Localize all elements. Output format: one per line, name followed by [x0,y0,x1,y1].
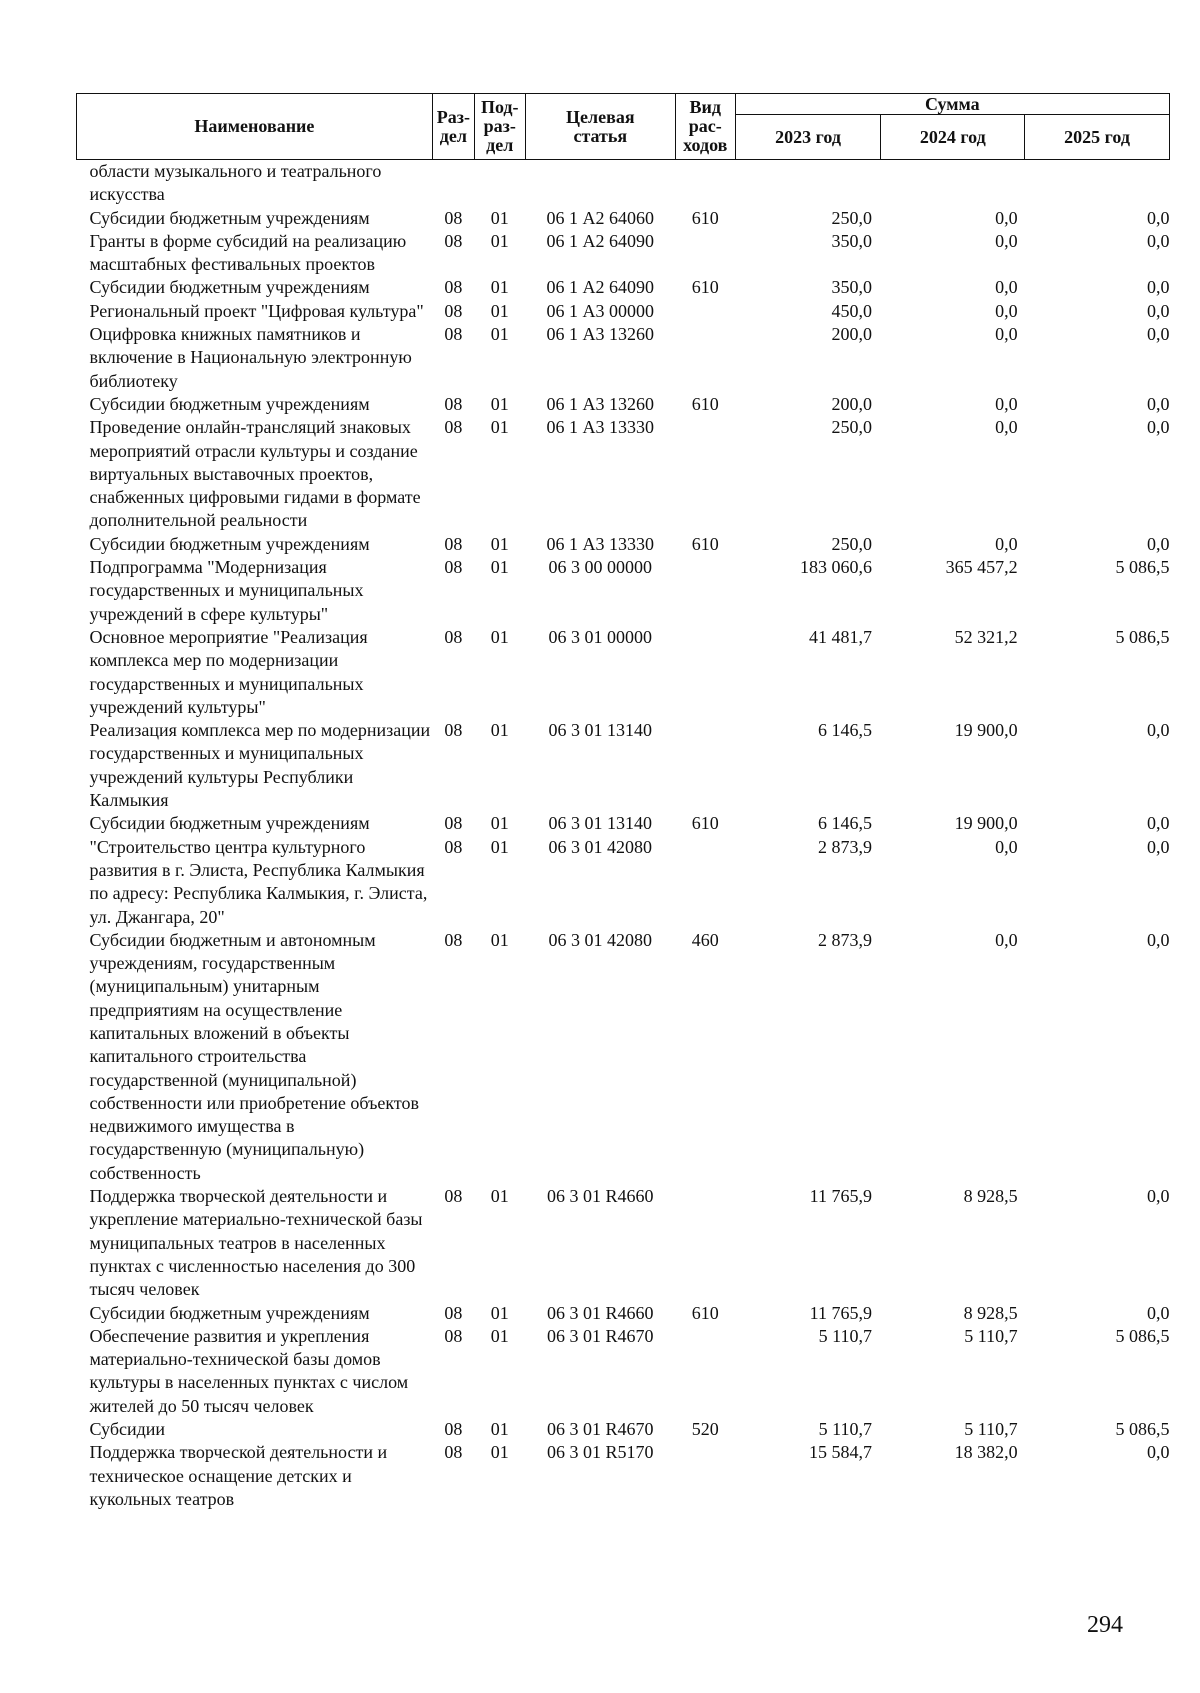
table-row [77,300,1170,323]
row-name: Гранты в форме субсидий на реализацию масштабных фестивальных проектов [89,230,407,275]
table-row [77,719,1170,812]
row-sum-2023: 250,0 [831,417,872,438]
row-sum-2023: 41 481,7 [808,626,872,647]
row-target-article: 06 3 01 R4660 [547,1186,654,1207]
row-sum-2025: 0,0 [1147,1302,1170,1323]
row-sum-2024: 0,0 [995,300,1018,321]
row-razdel: 08 [444,626,463,647]
row-razdel: 08 [444,1325,463,1346]
table-row [77,836,1170,929]
row-target-article: 06 1 А2 64090 [546,277,655,298]
row-target-article: 06 3 01 13140 [548,720,653,741]
row-expense-type [675,323,735,393]
row-sum-2023: 2 873,9 [817,836,872,857]
row-sum-2023: 11 765,9 [809,1186,872,1207]
header-razdel: Раз- дел [432,94,474,160]
row-expense-type [675,1185,735,1301]
row-sum-2025: 0,0 [1147,207,1170,228]
row-sum-2025: 0,0 [1147,300,1170,321]
row-sum-2023: 200,0 [831,324,872,345]
header-year-2023: 2023 год [735,115,881,160]
row-podrazdel: 01 [490,417,509,438]
row-expense-type [675,1441,735,1511]
row-sum-2023: 450,0 [831,300,872,321]
row-sum-2023: 350,0 [831,277,872,298]
header-sum: Сумма [735,94,1169,115]
table-row [77,929,1170,1185]
row-podrazdel: 01 [490,813,509,834]
row-expense-type [675,836,735,929]
row-sum-2024: 0,0 [995,277,1018,298]
row-podrazdel: 01 [490,300,509,321]
row-sum-2023: 183 060,6 [799,557,872,578]
table-row [77,276,1170,299]
row-expense-type: 610 [691,1302,719,1323]
row-sum-2024: 0,0 [995,393,1018,414]
row-sum-2024: 19 900,0 [954,720,1018,741]
row-sum-2024: 52 321,2 [954,626,1018,647]
row-sum-2023: 250,0 [831,533,872,554]
row-sum-2024: 19 900,0 [954,813,1018,834]
row-sum-2023: 5 110,7 [818,1325,872,1346]
table-row [77,160,1170,207]
row-name: Субсидии бюджетным учреждениям [89,813,370,834]
row-podrazdel: 01 [490,533,509,554]
row-target-article: 06 1 А3 13330 [546,533,655,554]
row-expense-type [675,160,735,207]
row-sum-2025: 5 086,5 [1115,1325,1170,1346]
row-podrazdel [474,160,525,207]
row-target-article: 06 1 А3 00000 [546,300,655,321]
row-name: Субсидии бюджетным учреждениям [89,533,370,554]
row-sum-2023: 200,0 [831,393,872,414]
row-expense-type [675,719,735,812]
table-row [77,393,1170,416]
row-sum-2023: 2 873,9 [817,929,872,950]
row-razdel: 08 [444,324,463,345]
table-row [77,626,1170,719]
row-razdel: 08 [444,277,463,298]
row-name: Оцифровка книжных памятников и включение в Национальную электронную библиотеку [89,324,412,391]
row-target-article: 06 3 01 42080 [548,929,653,950]
row-sum-2025: 0,0 [1147,277,1170,298]
row-sum-2024: 18 382,0 [954,1442,1018,1463]
row-razdel: 08 [444,1442,463,1463]
row-razdel [432,160,474,207]
row-sum-2024: 0,0 [995,836,1018,857]
row-expense-type [675,300,735,323]
row-expense-type: 610 [691,533,719,554]
row-expense-type [675,626,735,719]
row-podrazdel: 01 [490,393,509,414]
row-sum-2025: 0,0 [1147,1442,1170,1463]
row-podrazdel: 01 [490,324,509,345]
row-razdel: 08 [444,1419,463,1440]
table-body [77,160,1170,1512]
row-target-article: 06 3 01 R5170 [547,1442,654,1463]
row-name: Субсидии бюджетным учреждениям [89,277,370,298]
row-razdel: 08 [444,836,463,857]
table-row [77,1441,1170,1511]
header-name: Наименование [77,94,433,160]
table-row [77,1302,1170,1325]
row-name: Поддержка творческой деятельности и техническое оснащение детских и кукольных театров [89,1442,388,1509]
row-podrazdel: 01 [490,1419,509,1440]
row-target-article: 06 3 01 00000 [548,626,653,647]
row-sum-2024: 5 110,7 [964,1325,1018,1346]
row-target-article: 06 3 01 R4670 [547,1419,654,1440]
row-razdel: 08 [444,720,463,741]
row-sum-2025: 0,0 [1147,1186,1170,1207]
row-podrazdel: 01 [490,836,509,857]
row-name: Поддержка творческой деятельности и укрепление материально-технической базы муниципальных театров в населенных пунктах с численностью населения до 300 тысяч человек [89,1186,423,1300]
row-sum-2024: 0,0 [995,533,1018,554]
row-sum-2025 [1025,160,1170,207]
row-name: Субсидии [89,1419,166,1440]
row-sum-2023: 250,0 [831,207,872,228]
row-sum-2023: 350,0 [831,230,872,251]
table-row [77,416,1170,532]
row-name: Проведение онлайн-трансляций знаковых мероприятий отрасли культуры и создание виртуальных выставочных проектов, снабженных цифровыми гидами в формате дополнительной реальности [89,417,421,531]
row-target-article: 06 3 01 R4670 [547,1325,654,1346]
row-sum-2023: 15 584,7 [808,1442,872,1463]
table-row [77,1185,1170,1301]
header-podrazdel: Под- раз- дел [474,94,525,160]
row-name: Обеспечение развития и укрепления материально-технической базы домов культуры в населенных пунктах с числом жителей до 50 тысяч человек [89,1325,409,1416]
table-row [77,556,1170,626]
row-razdel: 08 [444,417,463,438]
row-podrazdel: 01 [490,557,509,578]
row-sum-2025: 0,0 [1147,836,1170,857]
row-podrazdel: 01 [490,626,509,647]
row-sum-2025: 5 086,5 [1115,1419,1170,1440]
row-name: Субсидии бюджетным учреждениям [89,393,370,414]
table-row [77,230,1170,277]
row-sum-2023: 6 146,5 [817,720,872,741]
row-name: Субсидии бюджетным учреждениям [89,1302,370,1323]
row-target-article [525,160,675,207]
row-name: "Строительство центра культурного развития в г. Элиста, Республика Калмыкия по адресу: Республика Калмыкия, г. Элиста, ул. Джангара, 20" [89,836,428,927]
row-sum-2024: 0,0 [995,207,1018,228]
row-expense-type: 610 [691,277,719,298]
row-sum-2024: 0,0 [995,417,1018,438]
row-razdel: 08 [444,300,463,321]
table-row [77,1325,1170,1418]
row-sum-2024: 0,0 [995,324,1018,345]
row-razdel: 08 [444,1186,463,1207]
row-podrazdel: 01 [490,929,509,950]
row-target-article: 06 1 А2 64090 [546,230,655,251]
header-target-article: Целевая статья [525,94,675,160]
row-target-article: 06 3 00 00000 [548,557,653,578]
row-expense-type: 610 [691,813,719,834]
row-podrazdel: 01 [490,207,509,228]
row-razdel: 08 [444,929,463,950]
row-sum-2023: 5 110,7 [818,1419,872,1440]
row-expense-type [675,556,735,626]
row-sum-2024: 0,0 [995,929,1018,950]
row-target-article: 06 3 01 R4660 [547,1302,654,1323]
row-sum-2024: 0,0 [995,230,1018,251]
row-name: Субсидии бюджетным учреждениям [89,207,370,228]
budget-table-sheet [76,93,1170,1511]
row-name: области музыкального и театрального искусства [89,161,382,205]
row-expense-type: 610 [691,207,719,228]
row-sum-2023: 6 146,5 [817,813,872,834]
table-row [77,207,1170,230]
row-sum-2024: 5 110,7 [964,1419,1018,1440]
row-podrazdel: 01 [490,230,509,251]
page-number: 294 [1087,1612,1123,1638]
row-sum-2025: 5 086,5 [1115,557,1170,578]
row-podrazdel: 01 [490,1442,509,1463]
row-expense-type [675,1325,735,1418]
row-name: Основное мероприятие "Реализация комплекса мер по модернизации государственных и муниципальных учреждений культуры" [89,626,368,717]
row-sum-2025: 5 086,5 [1115,626,1170,647]
row-target-article: 06 3 01 42080 [548,836,653,857]
row-sum-2025: 0,0 [1147,417,1170,438]
row-name: Подпрограмма "Модернизация государственных и муниципальных учреждений в сфере культуры" [89,557,364,624]
row-sum-2025: 0,0 [1147,929,1170,950]
row-expense-type [675,416,735,532]
row-expense-type: 610 [691,393,719,414]
row-expense-type [675,230,735,277]
row-sum-2025: 0,0 [1147,230,1170,251]
header-year-2024: 2024 год [881,115,1025,160]
row-podrazdel: 01 [490,1186,509,1207]
row-name: Субсидии бюджетным и автономным учреждениям, государственным (муниципальным) унитарным предприятиям на осуществление капитальных вложений в объекты капитального строительства государственной (муниципальной) собственности или приобретение объектов недвижимого имущества в государственную (муниципальную) собственность [89,929,420,1183]
row-sum-2024: 8 928,5 [963,1302,1018,1323]
row-sum-2025: 0,0 [1147,720,1170,741]
row-sum-2025: 0,0 [1147,813,1170,834]
row-target-article: 06 1 А3 13330 [546,417,655,438]
row-target-article: 06 1 А3 13260 [546,393,655,414]
row-sum-2023: 11 765,9 [809,1302,872,1323]
row-razdel: 08 [444,557,463,578]
row-sum-2025: 0,0 [1147,393,1170,414]
budget-table [76,93,1170,1511]
row-target-article: 06 1 А2 64060 [546,207,655,228]
row-name: Реализация комплекса мер по модернизации государственных и муниципальных учреждений культуры Республики Калмыкия [89,720,431,811]
row-target-article: 06 3 01 13140 [548,813,653,834]
table-header [77,94,1170,160]
row-expense-type: 460 [691,929,719,950]
table-row [77,533,1170,556]
row-name: Региональный проект "Цифровая культура" [89,300,424,321]
row-podrazdel: 01 [490,1302,509,1323]
row-podrazdel: 01 [490,277,509,298]
row-razdel: 08 [444,533,463,554]
row-podrazdel: 01 [490,720,509,741]
row-sum-2023 [735,160,881,207]
row-razdel: 08 [444,393,463,414]
table-row [77,812,1170,835]
row-sum-2024: 365 457,2 [945,557,1018,578]
row-sum-2025: 0,0 [1147,324,1170,345]
row-expense-type: 520 [691,1419,719,1440]
row-razdel: 08 [444,230,463,251]
row-razdel: 08 [444,1302,463,1323]
row-razdel: 08 [444,813,463,834]
row-sum-2024 [881,160,1025,207]
header-year-2025: 2025 год [1025,115,1170,160]
header-expense-type: Вид рас- ходов [675,94,735,160]
row-podrazdel: 01 [490,1325,509,1346]
table-row [77,323,1170,393]
table-row [77,1418,1170,1441]
row-sum-2025: 0,0 [1147,533,1170,554]
row-razdel: 08 [444,207,463,228]
row-sum-2024: 8 928,5 [963,1186,1018,1207]
row-target-article: 06 1 А3 13260 [546,324,655,345]
